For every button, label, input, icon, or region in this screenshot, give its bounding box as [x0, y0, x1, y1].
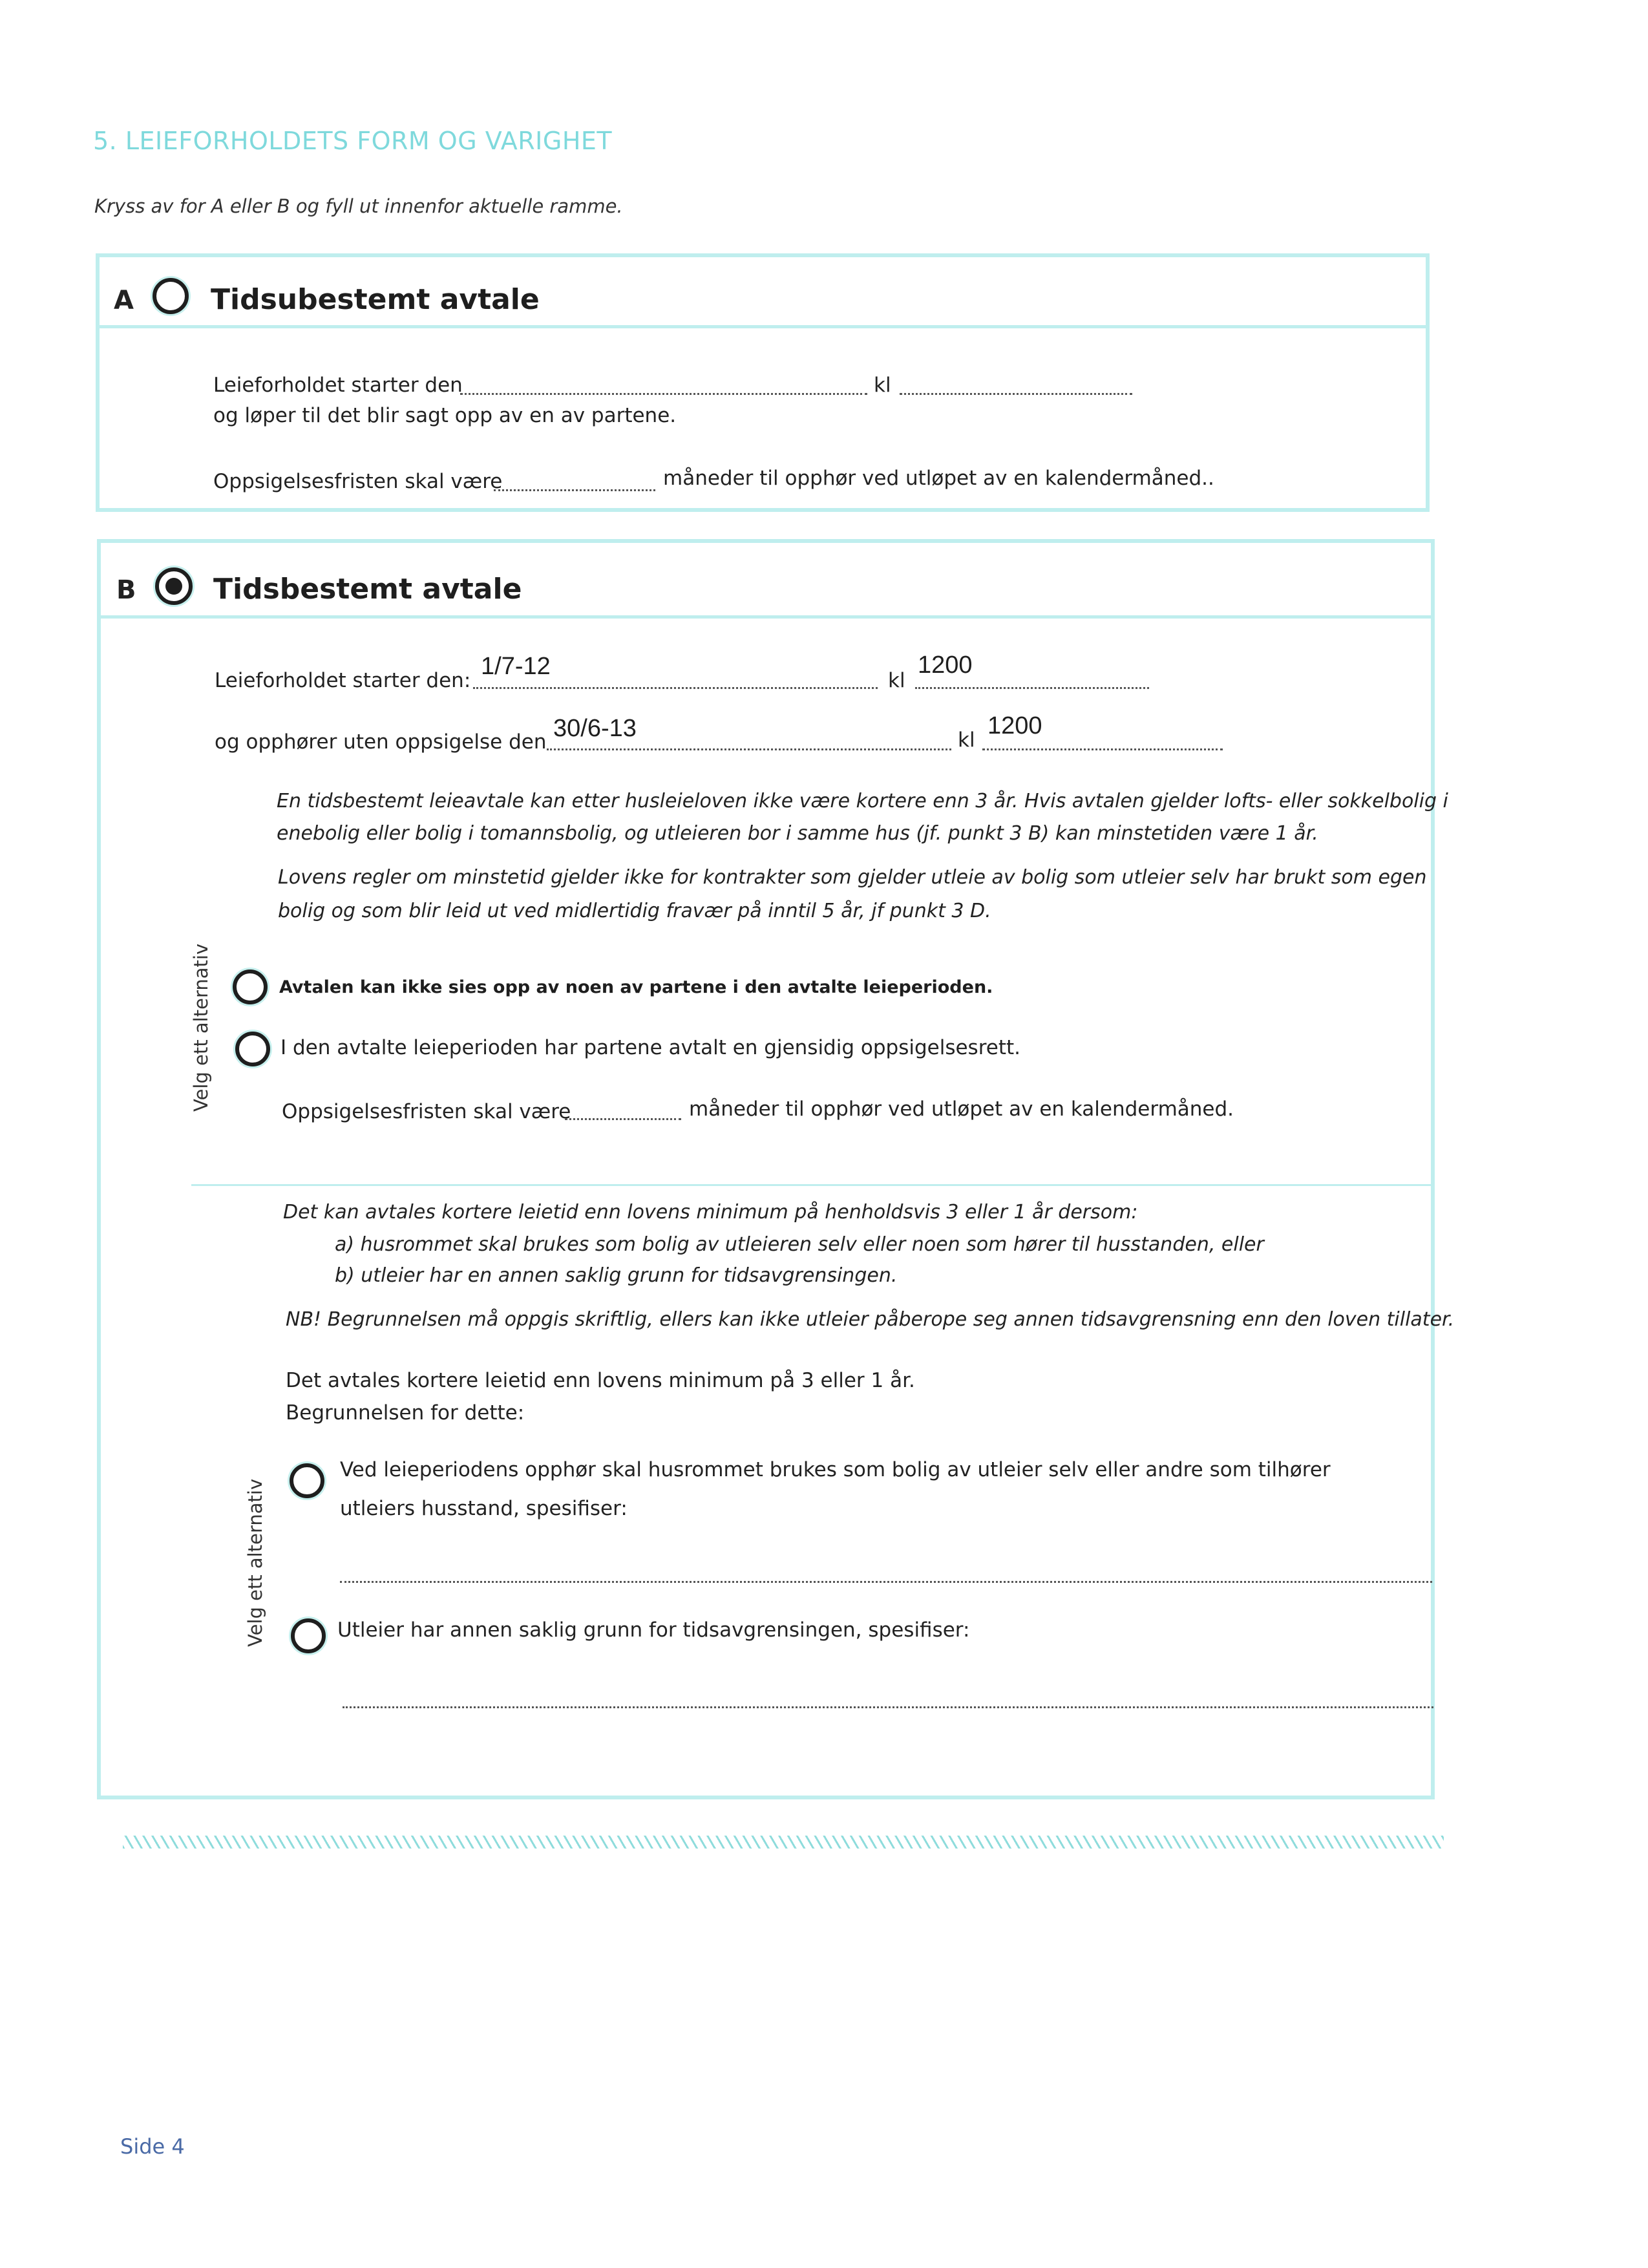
- box-b-header-divider: [97, 615, 1435, 619]
- box-b-start-kl-label: kl: [888, 669, 905, 692]
- section-instruction: Kryss av for A eller B og fyll ut innenfor aktuelle ramme.: [94, 195, 623, 217]
- box-b-letter: B: [116, 575, 136, 605]
- box-b-start-time-field[interactable]: [915, 687, 1149, 689]
- reason1-label-line-2: utleiers husstand, spesifiser:: [340, 1497, 628, 1520]
- page-number: Side 4: [120, 2134, 185, 2159]
- box-b-end-date-field[interactable]: [547, 748, 951, 750]
- short-term-intro: Det kan avtales kortere leietid enn lovens minimum på henholdsvis 3 eller 1 år dersom:: [283, 1201, 1138, 1224]
- option1-radio[interactable]: [233, 970, 268, 1004]
- reason2-radio[interactable]: [291, 1618, 326, 1653]
- box-b-start-time-value: 1200: [918, 652, 973, 679]
- box-a-notice-suffix: måneder til opphør ved utløpet av en kalendermåned..: [663, 467, 1214, 490]
- box-b-inner-divider: [191, 1184, 1435, 1186]
- box-b-end-label: og opphører uten oppsigelse den: [215, 730, 547, 754]
- box-b-radio[interactable]: [155, 567, 193, 605]
- box-a-title: Tidsubestemt avtale: [211, 283, 540, 316]
- box-b-end-date-value: 30/6-13: [553, 715, 637, 742]
- box-b-info-line-2: enebolig eller bolig i tomannsbolig, og utleieren bor i samme hus (jf. punkt 3 B) kan minstetiden være 1 år.: [277, 822, 1318, 845]
- box-a-notice-label: Oppsigelsesfristen skal være: [213, 470, 503, 493]
- section-heading: 5. LEIEFORHOLDETS FORM OG VARIGHET: [93, 127, 613, 155]
- box-b: [97, 539, 1435, 1799]
- box-b-info-line-3: Lovens regler om minstetid gjelder ikke for kontrakter som gjelder utleie av bolig som utleier selv har brukt som egen: [278, 866, 1427, 889]
- option2-radio[interactable]: [235, 1032, 270, 1066]
- nb-note: NB! Begrunnelsen må oppgis skriftlig, ellers kan ikke utleier påberope seg annen tidsavgrensning enn den loven tillater.: [286, 1308, 1455, 1331]
- box-b-start-date-value: 1/7-12: [481, 653, 551, 680]
- option1-label: Avtalen kan ikke sies opp av noen av partene i den avtalte leieperioden.: [279, 977, 993, 997]
- reason2-specify-field[interactable]: [343, 1706, 1433, 1708]
- short-term-condition-b: b) utleier har en annen saklig grunn for tidsavgrensingen.: [335, 1264, 898, 1287]
- reason1-specify-field[interactable]: [340, 1581, 1432, 1583]
- box-b-end-time-value: 1200: [988, 712, 1042, 739]
- reason1-label-line-1: Ved leieperiodens opphør skal husrommet brukes som bolig av utleier selv eller andre som tilhører: [340, 1458, 1331, 1481]
- choose-one-label-1: Velg ett alternativ: [190, 943, 212, 1112]
- decorative-hatch-divider: [123, 1836, 1444, 1849]
- box-b-notice-months-field[interactable]: [565, 1118, 681, 1120]
- box-b-end-kl-label: kl: [958, 728, 975, 752]
- box-a-letter: A: [114, 286, 134, 315]
- box-a-start-date-field[interactable]: [460, 393, 867, 395]
- box-b-info-line-1: En tidsbestemt leieavtale kan etter husleieloven ikke være kortere enn 3 år. Hvis avtalen gjelder lofts- eller sokkelbolig i: [277, 790, 1448, 812]
- box-b-notice-suffix: måneder til opphør ved utløpet av en kalendermåned.: [689, 1097, 1234, 1121]
- box-b-radio-mark: [165, 578, 183, 595]
- box-b-end-time-field[interactable]: [982, 748, 1223, 750]
- box-b-info-line-4: bolig og som blir leid ut ved midlertidig fravær på inntil 5 år, jf punkt 3 D.: [278, 900, 991, 922]
- agreed-shorter-line: Det avtales kortere leietid enn lovens minimum på 3 eller 1 år.: [286, 1369, 915, 1392]
- reason-label: Begrunnelsen for dette:: [286, 1401, 525, 1425]
- reason2-label: Utleier har annen saklig grunn for tidsavgrensingen, spesifiser:: [337, 1618, 970, 1642]
- box-a-start-label: Leieforholdet starter den: [213, 374, 463, 397]
- reason1-radio[interactable]: [290, 1463, 324, 1498]
- box-b-title: Tidsbestemt avtale: [213, 573, 522, 606]
- box-b-notice-label: Oppsigelsesfristen skal være: [282, 1100, 571, 1123]
- box-a-header-divider: [96, 325, 1430, 328]
- box-a-kl-label: kl: [874, 374, 891, 397]
- choose-one-label-2: Velg ett alternativ: [244, 1478, 266, 1647]
- option2-label: I den avtalte leieperioden har partene avtalt en gjensidig oppsigelsesrett.: [280, 1036, 1021, 1059]
- box-a-radio[interactable]: [153, 278, 189, 314]
- short-term-condition-a: a) husrommet skal brukes som bolig av utleieren selv eller noen som hører til husstanden, eller: [335, 1233, 1264, 1256]
- box-a-continues-text: og løper til det blir sagt opp av en av partene.: [213, 404, 677, 427]
- box-a-notice-months-field[interactable]: [494, 489, 655, 491]
- box-b-start-label: Leieforholdet starter den:: [215, 669, 471, 692]
- box-b-start-date-field[interactable]: [473, 687, 878, 689]
- box-a-time-field[interactable]: [900, 393, 1132, 395]
